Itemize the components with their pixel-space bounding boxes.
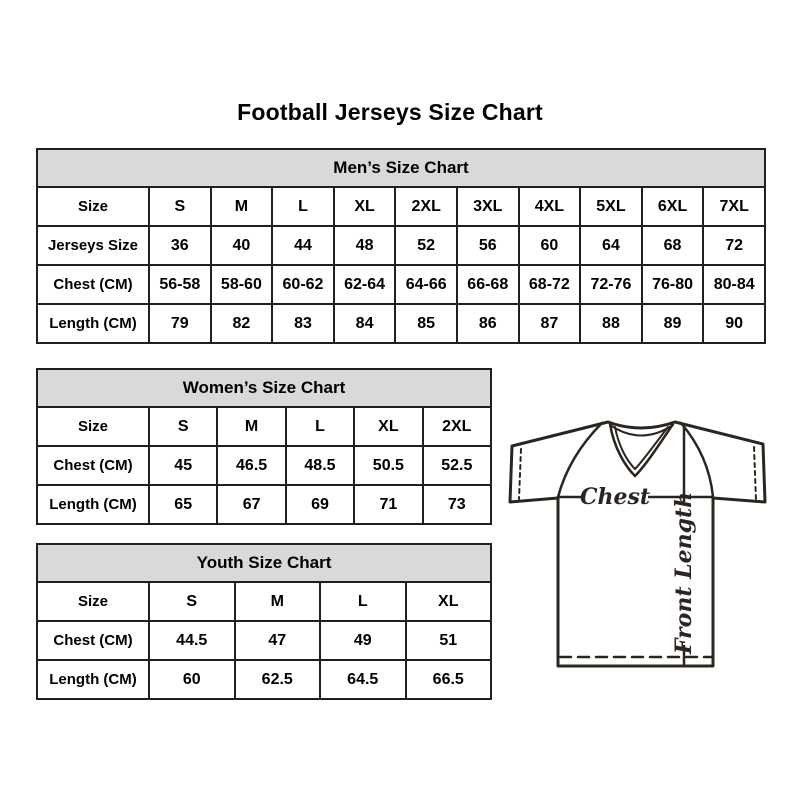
row-label: Size <box>37 187 149 226</box>
jersey-outline-shape <box>510 422 765 666</box>
table-header-row <box>37 149 765 187</box>
right-armhole-seam <box>681 423 713 497</box>
left-cuff-stitch-line <box>519 449 521 499</box>
row-label: Length (CM) <box>37 485 149 524</box>
size-cell: 52 <box>395 226 457 265</box>
row-label: Chest (CM) <box>37 446 149 485</box>
size-cell: 2XL <box>395 187 457 226</box>
size-cell: L <box>320 582 406 621</box>
table-header-row <box>37 369 491 407</box>
jersey-measurement-diagram <box>498 396 778 688</box>
size-cell: 56-58 <box>149 265 211 304</box>
size-cell: 52.5 <box>423 446 491 485</box>
row-label: Length (CM) <box>37 660 149 699</box>
size-cell: S <box>149 187 211 226</box>
size-cell: 66.5 <box>406 660 492 699</box>
size-cell: 89 <box>642 304 704 343</box>
size-cell: 45 <box>149 446 217 485</box>
size-cell: 64.5 <box>320 660 406 699</box>
size-cell: 71 <box>354 485 422 524</box>
size-cell: 50.5 <box>354 446 422 485</box>
front-length-label: Front Length <box>671 491 697 655</box>
size-cell: 46.5 <box>217 446 285 485</box>
table-header-row <box>37 544 491 582</box>
mens-size-chart-table <box>36 148 766 344</box>
table-title-men: Men’s Size Chart <box>37 149 765 187</box>
table-row <box>37 407 491 446</box>
table-title-women: Women’s Size Chart <box>37 369 491 407</box>
size-cell: 83 <box>272 304 334 343</box>
size-cell: 84 <box>334 304 396 343</box>
size-cell: 7XL <box>703 187 765 226</box>
table-row <box>37 226 765 265</box>
size-cell: 40 <box>211 226 273 265</box>
table-row <box>37 187 765 226</box>
size-cell: 80-84 <box>703 265 765 304</box>
size-cell: XL <box>406 582 492 621</box>
size-cell: 86 <box>457 304 519 343</box>
size-cell: 67 <box>217 485 285 524</box>
size-cell: 66-68 <box>457 265 519 304</box>
size-cell: 68 <box>642 226 704 265</box>
table-title-youth: Youth Size Chart <box>37 544 491 582</box>
size-cell: 44.5 <box>149 621 235 660</box>
size-cell: 90 <box>703 304 765 343</box>
size-cell: S <box>149 582 235 621</box>
row-label: Chest (CM) <box>37 265 149 304</box>
size-cell: 62-64 <box>334 265 396 304</box>
size-cell: L <box>272 187 334 226</box>
size-cell: M <box>217 407 285 446</box>
size-cell: 36 <box>149 226 211 265</box>
size-cell: 60 <box>149 660 235 699</box>
table-row <box>37 485 491 524</box>
size-cell: 3XL <box>457 187 519 226</box>
size-cell: 82 <box>211 304 273 343</box>
size-cell: 60-62 <box>272 265 334 304</box>
row-label: Size <box>37 582 149 621</box>
size-cell: 72-76 <box>580 265 642 304</box>
size-cell: 64 <box>580 226 642 265</box>
size-cell: 48 <box>334 226 396 265</box>
size-cell: 88 <box>580 304 642 343</box>
size-cell: L <box>286 407 354 446</box>
womens-size-chart-table <box>36 368 492 525</box>
size-cell: 51 <box>406 621 492 660</box>
chest-label: Chest <box>579 484 651 510</box>
size-cell: 73 <box>423 485 491 524</box>
size-cell: 44 <box>272 226 334 265</box>
size-cell: XL <box>334 187 396 226</box>
size-cell: 47 <box>235 621 321 660</box>
size-cell: 68-72 <box>519 265 581 304</box>
table-row <box>37 304 765 343</box>
size-cell: 60 <box>519 226 581 265</box>
size-cell: 65 <box>149 485 217 524</box>
row-label: Jerseys Size <box>37 226 149 265</box>
table-row <box>37 582 491 621</box>
size-cell: 79 <box>149 304 211 343</box>
size-cell: 87 <box>519 304 581 343</box>
size-cell: 58-60 <box>211 265 273 304</box>
youth-size-chart-table <box>36 543 492 700</box>
size-cell: 69 <box>286 485 354 524</box>
row-label: Length (CM) <box>37 304 149 343</box>
table-row <box>37 446 491 485</box>
size-cell: 49 <box>320 621 406 660</box>
size-cell: 5XL <box>580 187 642 226</box>
page-title: Football Jerseys Size Chart <box>237 99 543 125</box>
size-cell: 6XL <box>642 187 704 226</box>
size-cell: 72 <box>703 226 765 265</box>
size-cell: 56 <box>457 226 519 265</box>
size-cell: S <box>149 407 217 446</box>
row-label: Chest (CM) <box>37 621 149 660</box>
size-cell: M <box>211 187 273 226</box>
size-cell: 64-66 <box>395 265 457 304</box>
row-label: Size <box>37 407 149 446</box>
table-row <box>37 621 491 660</box>
size-cell: 85 <box>395 304 457 343</box>
size-cell: 76-80 <box>642 265 704 304</box>
size-cell: M <box>235 582 321 621</box>
size-cell: 4XL <box>519 187 581 226</box>
size-cell: XL <box>354 407 422 446</box>
size-cell: 48.5 <box>286 446 354 485</box>
size-cell: 62.5 <box>235 660 321 699</box>
right-cuff-stitch-line <box>754 447 756 500</box>
table-row <box>37 265 765 304</box>
table-row <box>37 660 491 699</box>
size-cell: 2XL <box>423 407 491 446</box>
collar-inner-v <box>615 427 668 469</box>
